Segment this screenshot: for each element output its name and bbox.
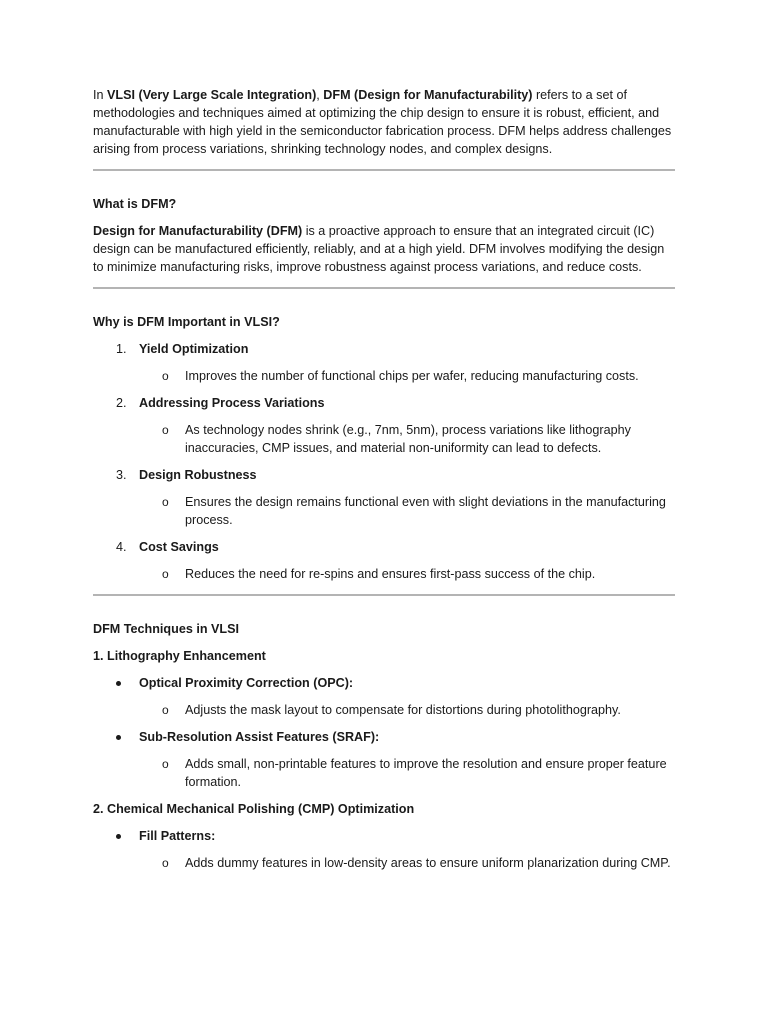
intro-text-1: In bbox=[93, 88, 108, 102]
intro-bold-vlsi: VLSI (Very Large Scale Integration) bbox=[107, 88, 317, 102]
intro-text-2: , bbox=[316, 88, 324, 102]
sraf-detail bbox=[93, 755, 675, 791]
why-item-3 bbox=[93, 466, 675, 484]
techniques-heading: DFM Techniques in VLSI bbox=[93, 622, 240, 636]
detail-text: Reduces the need for re-spins and ensures first-pass success of the chip. bbox=[185, 567, 596, 581]
detail-text: Ensures the design remains functional even with slight deviations in the manufacturing process. bbox=[185, 495, 666, 527]
intro-text-3: refers to a set of methodologies and techniques aimed at optimizing the chip design to ensure it is robust, efficient, and manufacturable with high yield in the semiconductor fabrication process. DFM helps address challenges arising from process variations, shrinking technology nodes, and complex designs. bbox=[93, 88, 672, 156]
why-heading: Why is DFM Important in VLSI? bbox=[93, 315, 280, 329]
what-heading: What is DFM? bbox=[93, 197, 177, 211]
what-text: is a proactive approach to ensure that an integrated circuit (IC) design can be manufactured efficiently, reliably, and at a high yield. DFM involves modifying the design to minimize manufacturing risks, improve robustness against process variations, and reduce costs. bbox=[93, 224, 665, 274]
technique-section-title: 1. Lithography Enhancement bbox=[93, 649, 266, 663]
intro-paragraph bbox=[93, 86, 675, 158]
detail-text: As technology nodes shrink (e.g., 7nm, 5nm), process variations like lithography inaccuracies, CMP issues, and material non-uniformity can lead to defects. bbox=[185, 423, 631, 455]
bullet-title: Sub-Resolution Assist Features (SRAF): bbox=[139, 730, 380, 744]
why-item-title: Addressing Process Variations bbox=[139, 396, 325, 410]
circle-bullet-icon: o bbox=[162, 757, 169, 771]
intro-bold-dfm: DFM (Design for Manufacturability) bbox=[323, 88, 533, 102]
detail-text: Adds small, non-printable features to improve the resolution and ensure proper feature formation. bbox=[185, 757, 667, 789]
detail-text: Adds dummy features in low-density areas to ensure uniform planarization during CMP. bbox=[185, 856, 671, 870]
bullet-dot-icon bbox=[116, 735, 121, 740]
divider bbox=[93, 594, 675, 596]
list-number: 3. bbox=[116, 468, 127, 482]
circle-bullet-icon: o bbox=[162, 495, 169, 509]
why-item-title: Yield Optimization bbox=[139, 342, 249, 356]
why-item-4-detail bbox=[93, 565, 675, 583]
what-bold-term: Design for Manufacturability (DFM) bbox=[93, 224, 303, 238]
circle-bullet-icon: o bbox=[162, 856, 169, 870]
detail-text: Improves the number of functional chips per wafer, reducing manufacturing costs. bbox=[185, 369, 639, 383]
list-number: 1. bbox=[116, 342, 127, 356]
bullet-dot-icon bbox=[116, 834, 121, 839]
technique-bullet-opc bbox=[93, 674, 675, 692]
why-item-1 bbox=[93, 340, 675, 358]
why-item-3-detail bbox=[93, 493, 675, 529]
technique-bullet-fill bbox=[93, 827, 675, 845]
why-item-1-detail bbox=[93, 367, 675, 385]
bullet-title: Fill Patterns: bbox=[139, 829, 216, 843]
divider bbox=[93, 287, 675, 289]
fill-detail bbox=[93, 854, 675, 872]
list-number: 4. bbox=[116, 540, 127, 554]
why-item-2 bbox=[93, 394, 675, 412]
circle-bullet-icon: o bbox=[162, 703, 169, 717]
bullet-dot-icon bbox=[116, 681, 121, 686]
detail-text: Adjusts the mask layout to compensate for distortions during photolithography. bbox=[185, 703, 621, 717]
divider bbox=[93, 169, 675, 171]
circle-bullet-icon: o bbox=[162, 423, 169, 437]
circle-bullet-icon: o bbox=[162, 567, 169, 581]
what-paragraph bbox=[93, 222, 675, 276]
bullet-title: Optical Proximity Correction (OPC): bbox=[139, 676, 354, 690]
why-item-title: Design Robustness bbox=[139, 468, 257, 482]
why-item-4 bbox=[93, 538, 675, 556]
list-number: 2. bbox=[116, 396, 127, 410]
technique-bullet-sraf bbox=[93, 728, 675, 746]
technique-section-title: 2. Chemical Mechanical Polishing (CMP) Optimization bbox=[93, 802, 415, 816]
why-item-title: Cost Savings bbox=[139, 540, 219, 554]
why-item-2-detail bbox=[93, 421, 675, 457]
circle-bullet-icon: o bbox=[162, 369, 169, 383]
opc-detail bbox=[93, 701, 675, 719]
